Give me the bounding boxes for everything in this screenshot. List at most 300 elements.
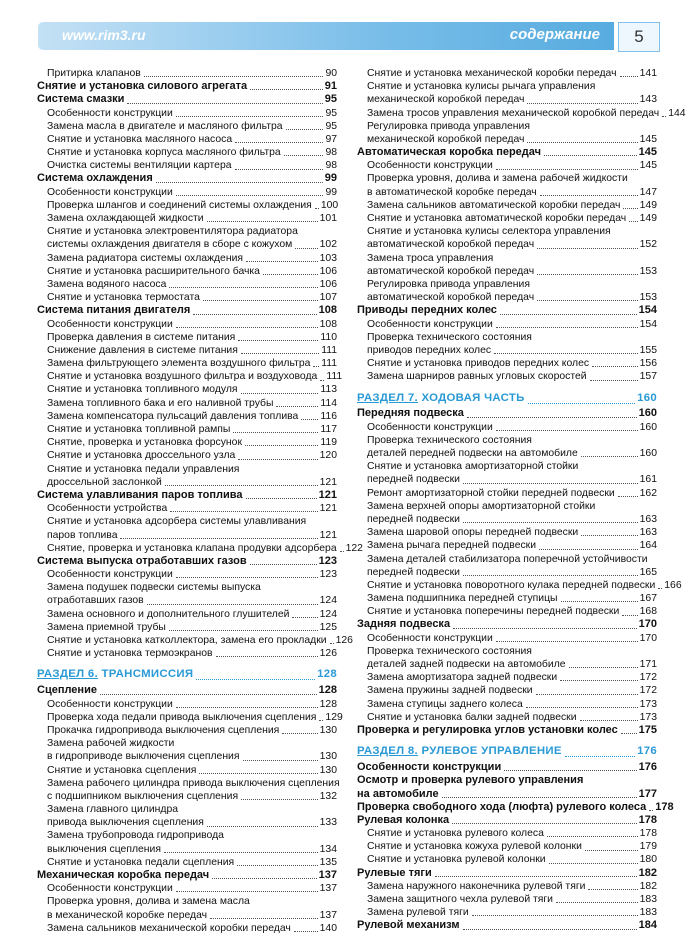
toc-page-number: 97 [325, 133, 337, 145]
toc-entry [37, 698, 337, 711]
toc-page-number: 155 [639, 344, 657, 356]
toc-entry-title: Автоматическая коробка передач [357, 146, 542, 159]
toc-page-number: 168 [639, 606, 657, 618]
dot-leader [295, 248, 317, 249]
toc-section-number: РАЗДЕЛ 7. [357, 391, 419, 404]
toc-entry [37, 423, 337, 436]
toc-entry [37, 621, 337, 634]
toc-chapter-entry [37, 173, 337, 186]
toc-entry-title: Приводы передних колес [357, 304, 497, 317]
dot-leader [164, 852, 318, 853]
toc-entry-title: Снятие и установка амортизаторной стойки [367, 461, 579, 473]
toc-page-number: 106 [319, 278, 337, 290]
toc-page-number: 171 [639, 659, 657, 671]
toc-entry-title: механической коробкой передач [367, 133, 525, 145]
toc-page-number: 137 [319, 909, 337, 921]
toc-entry-title: Замена подшипника передней ступицы [367, 593, 558, 605]
dot-leader [527, 103, 637, 104]
dot-leader [144, 76, 324, 77]
toc-entry-title: Замена трубопровода гидропривода [47, 830, 224, 842]
toc-entry-title: Рулевые тяги [357, 866, 432, 879]
dot-leader [241, 393, 319, 394]
toc-entry [37, 278, 337, 291]
dot-leader [528, 403, 635, 404]
toc-entry [357, 553, 657, 566]
dot-leader [147, 604, 318, 605]
toc-entry [37, 608, 337, 621]
dot-leader [276, 406, 318, 407]
dot-leader [580, 720, 638, 721]
toc-entry [37, 529, 337, 542]
dot-leader [442, 797, 637, 798]
toc-chapter-entry [37, 869, 337, 882]
toc-entry [357, 500, 657, 513]
toc-entry-title: Снятие и установка механической коробки передач [367, 67, 617, 79]
toc-entry-title: Проверка хода педали привода выключения сцепления [47, 711, 317, 723]
toc-entry-title: выключения сцепления [47, 843, 161, 855]
site-url[interactable]: www.rim3.ru [62, 27, 146, 43]
dot-leader [263, 274, 318, 275]
dot-leader [237, 865, 317, 866]
toc-entry-title: Проверка технического состояния [367, 645, 532, 657]
toc-entry-title: Замена защитного чехла рулевой тяги [367, 894, 553, 906]
dot-leader [294, 931, 318, 932]
toc-entry-title: Регулировка привода управления [367, 278, 530, 290]
toc-entry-title: Снятие и установка дроссельного узла [47, 450, 236, 462]
toc-entry [37, 384, 337, 397]
toc-entry [37, 895, 337, 908]
toc-entry [357, 238, 657, 251]
dot-leader [537, 274, 638, 275]
toc-page-number: 110 [320, 331, 337, 343]
toc-entry [37, 830, 337, 843]
dot-leader [235, 169, 324, 170]
dot-leader [193, 314, 316, 315]
toc-entry-title: Проверка технического состояния [367, 331, 532, 343]
toc-chapter-entry [37, 555, 337, 568]
toc-entry-title: Система питания двигателя [37, 304, 191, 317]
toc-entry [37, 252, 337, 265]
dot-leader [435, 876, 637, 877]
toc-entry-title: Замена топливного бака и его наливной трубы [47, 397, 274, 409]
dot-leader [284, 155, 324, 156]
toc-entry [357, 592, 657, 605]
toc-entry [357, 658, 657, 671]
toc-entry [357, 252, 657, 265]
toc-entry [37, 542, 363, 555]
toc-entry-title: Снятие и установка рулевой колонки [367, 854, 546, 866]
toc-page-number: 179 [639, 841, 657, 853]
dot-leader [292, 617, 317, 618]
toc-page-number: 120 [319, 450, 337, 462]
toc-page-number: 121 [319, 476, 337, 488]
dot-leader [463, 575, 638, 576]
dot-leader [588, 889, 637, 890]
toc-page-number: 162 [639, 487, 657, 499]
toc-section-heading [357, 390, 657, 407]
toc-page-number: 173 [639, 698, 657, 710]
toc-entry-title: Особенности конструкции [47, 186, 173, 198]
toc-entry [357, 434, 657, 447]
dot-leader [330, 643, 334, 644]
dot-leader [494, 353, 638, 354]
toc-entry [357, 447, 657, 460]
toc-entry-title: ХОДОВАЯ ЧАСТЬ [421, 391, 525, 404]
toc-page-number: 122 [345, 542, 363, 554]
toc-entry-title: Снятие и установка термоэкранов [47, 648, 213, 660]
toc-entry-title: Снятие и установка педали управления [47, 463, 240, 475]
toc-entry [37, 120, 337, 133]
toc-entry [357, 265, 657, 278]
toc-entry-title: Замена деталей стабилизатора поперечной устойчивости [367, 553, 648, 565]
toc-chapter-entry [357, 788, 657, 801]
toc-entry [37, 803, 337, 816]
toc-entry [37, 581, 337, 594]
toc-page-number: 130 [319, 751, 337, 763]
toc-entry [357, 880, 657, 893]
toc-page-number: 124 [319, 608, 337, 620]
toc-entry [357, 80, 657, 93]
toc-page-number: 153 [639, 265, 657, 277]
toc-entry-title: Замена ступицы заднего колеса [367, 698, 523, 710]
dot-leader [120, 538, 317, 539]
toc-entry [357, 120, 657, 133]
toc-entry [37, 436, 337, 449]
dot-leader [540, 195, 638, 196]
dot-leader [169, 630, 318, 631]
toc-entry [357, 854, 657, 867]
toc-page-number: 102 [319, 239, 337, 251]
toc-right-column [357, 67, 686, 933]
toc-entry [357, 526, 657, 539]
toc-page-number: 178 [639, 828, 657, 840]
toc-page-number: 175 [638, 723, 657, 736]
toc-page-number: 107 [319, 292, 337, 304]
toc-page-number: 121 [319, 529, 337, 541]
toc-entry [37, 790, 337, 803]
toc-entry-title: деталей передней подвески на автомобиле [367, 448, 578, 460]
toc-entry [357, 421, 657, 434]
toc-entry-title: Задняя подвеска [357, 618, 451, 631]
toc-entry [37, 568, 337, 581]
toc-entry-title: Снятие и установка кулисы рычага управления [367, 81, 596, 93]
toc-entry [37, 357, 337, 370]
toc-entry-title: ТРАНСМИССИЯ [101, 668, 194, 681]
dot-leader [649, 810, 653, 811]
toc-page-number: 130 [319, 724, 337, 736]
toc-entry [357, 291, 657, 304]
toc-page-number: 153 [639, 292, 657, 304]
toc-entry [37, 318, 337, 331]
toc-entry-title: с подшипником выключения сцепления [47, 790, 239, 802]
toc-entry-title: Замена приемной трубы [47, 621, 166, 633]
toc-entry [37, 515, 337, 528]
toc-page-number: 111 [321, 344, 337, 356]
toc-entry-title: Замена фильтрующего элемента воздушного фильтра [47, 358, 311, 370]
toc-entry-title: Снятие и установка кожуха рулевой колонки [367, 841, 582, 853]
toc-entry [37, 265, 337, 278]
dot-leader [618, 496, 638, 497]
dot-leader [199, 773, 317, 774]
toc-entry [37, 634, 353, 647]
toc-chapter-entry [37, 489, 337, 502]
toc-page-number: 128 [317, 668, 337, 681]
dot-leader [621, 733, 637, 734]
dot-leader [496, 430, 638, 431]
dot-leader [452, 823, 637, 824]
toc-entry [37, 816, 337, 829]
toc-entry-title: Замена компенсатора пульсаций давления топлива [47, 410, 299, 422]
toc-entry [37, 764, 337, 777]
toc-entry-title: Замена шарниров равных угловых скоростей [367, 371, 587, 383]
toc-entry [37, 370, 343, 383]
toc-entry-title: Замена водяного насоса [47, 278, 167, 290]
toc-entry-title: Особенности конструкции [367, 318, 493, 330]
toc-entry-title: Снятие и установка рулевого колеса [367, 828, 544, 840]
toc-page-number: 128 [319, 698, 337, 710]
toc-entry [357, 318, 657, 331]
toc-page-number: 161 [639, 474, 657, 486]
toc-chapter-entry [357, 919, 657, 932]
toc-entry [37, 133, 337, 146]
toc-entry [357, 107, 686, 120]
toc-entry-title: Притирка клапанов [47, 67, 141, 79]
toc-entry-title: Особенности конструкции [47, 569, 173, 581]
dot-leader [282, 733, 317, 734]
toc-entry [357, 906, 657, 919]
toc-page-number: 170 [638, 618, 657, 631]
dot-leader [623, 208, 637, 209]
toc-page-number: 137 [319, 883, 337, 895]
dot-leader [176, 707, 318, 708]
dot-leader [620, 76, 638, 77]
dot-leader [250, 89, 323, 90]
dot-leader [210, 918, 318, 919]
dot-leader [500, 314, 637, 315]
toc-page-number: 164 [639, 540, 657, 552]
toc-entry-title: Передняя подвеска [357, 407, 464, 420]
toc-chapter-entry [357, 814, 657, 827]
dot-leader [176, 577, 318, 578]
dot-leader [658, 588, 662, 589]
toc-entry-title: Замена рабочего цилиндра привода выключения сцепления [47, 777, 340, 789]
toc-entry [37, 750, 337, 763]
toc-chapter-entry [357, 800, 674, 814]
toc-page-number: 101 [319, 213, 337, 225]
toc-page-number: 126 [335, 635, 353, 647]
toc-entry-title: Снятие, проверка и установка форсунок [47, 437, 242, 449]
dot-leader [170, 511, 317, 512]
toc-page-number: 91 [324, 80, 337, 93]
toc-entry-title: передней подвески [367, 566, 460, 578]
toc-entry-title: Замена амортизатора задней подвески [367, 672, 558, 684]
toc-entry-title: РУЛЕВОЕ УПРАВЛЕНИЕ [421, 745, 562, 758]
toc-entry [357, 186, 657, 199]
toc-entry-title: Осмотр и проверка рулевого управления [357, 774, 584, 787]
dot-leader [156, 182, 323, 183]
toc-entry-title: приводов передних колес [367, 344, 492, 356]
toc-entry [357, 370, 657, 383]
toc-entry [37, 922, 337, 935]
toc-page-number: 182 [638, 866, 657, 879]
toc-entry [357, 199, 657, 212]
toc-entry-title: Снятие и установка поперечины передней подвески [367, 606, 620, 618]
toc-entry-title: Особенности конструкции [367, 160, 493, 172]
dot-leader [176, 195, 324, 196]
toc-page-number: 90 [325, 67, 337, 79]
toc-entry [37, 107, 337, 120]
toc-entry-title: Замена подушек подвески системы выпуска [47, 582, 261, 594]
dot-leader [463, 483, 638, 484]
toc-page-number: 157 [639, 371, 657, 383]
toc-page-number: 160 [637, 391, 657, 404]
toc-entry-title: Замена масла в двигателе и масляного фильтра [47, 120, 283, 132]
toc-entry-title: в автоматической коробке передач [367, 186, 537, 198]
dot-leader [581, 535, 637, 536]
toc-entry [357, 331, 657, 344]
toc-entry-title: Снятие и установка топливной рампы [47, 424, 231, 436]
toc-entry-title: Регулировка привода управления [367, 120, 530, 132]
toc-page-number: 178 [655, 800, 674, 813]
toc-entry-title: Система улавливания паров топлива [37, 488, 243, 501]
toc-chapter-entry [357, 774, 657, 787]
header-bar [38, 22, 614, 50]
toc-page-number: 125 [319, 621, 337, 633]
toc-page-number: 111 [321, 358, 337, 370]
toc-entry-title: Замена рычага передней подвески [367, 540, 537, 552]
toc-page-number: 166 [664, 579, 682, 591]
toc-chapter-entry [37, 684, 337, 697]
toc-entry-title: Замена главного цилиндра [47, 804, 179, 816]
toc-page-number: 121 [318, 488, 337, 501]
toc-left-column [37, 67, 363, 935]
toc-page-number: 152 [639, 239, 657, 251]
toc-page-number: 167 [639, 593, 657, 605]
toc-entry [37, 843, 337, 856]
toc-page-number: 116 [320, 410, 337, 422]
toc-page-number: 163 [639, 527, 657, 539]
toc-entry-title: Снятие, проверка и установка клапана продувки адсорбера [47, 542, 337, 554]
toc-chapter-entry [357, 304, 657, 317]
toc-entry-title: Особенности устройства [47, 503, 168, 515]
dot-leader [196, 679, 315, 680]
dot-leader [241, 353, 319, 354]
dot-leader [527, 142, 637, 143]
toc-entry [357, 159, 657, 172]
toc-entry-title: Снятие и установка масляного насоса [47, 133, 233, 145]
toc-entry-title: отработавших газов [47, 595, 144, 607]
toc-page-number: 183 [639, 894, 657, 906]
toc-page-number: 132 [319, 790, 337, 802]
toc-entry-title: Замена тросов управления механической коробкой передач [367, 107, 660, 119]
toc-entry [37, 856, 337, 869]
toc-page-number: 173 [639, 711, 657, 723]
toc-chapter-entry [357, 619, 657, 632]
toc-entry [37, 737, 337, 750]
toc-entry [357, 460, 657, 473]
toc-entry [37, 212, 337, 225]
toc-entry [37, 344, 337, 357]
dot-leader [549, 863, 638, 864]
toc-entry [37, 238, 337, 251]
toc-chapter-entry [37, 93, 337, 106]
toc-entry [37, 502, 337, 515]
toc-page-number: 145 [639, 160, 657, 172]
toc-page-number: 176 [637, 745, 657, 758]
toc-entry-title: Особенности конструкции [367, 632, 493, 644]
toc-page-number: 154 [638, 304, 657, 317]
toc-page-number: 121 [319, 503, 337, 515]
toc-chapter-entry [357, 724, 657, 737]
toc-page-number: 117 [320, 424, 337, 436]
toc-entry [357, 711, 657, 724]
dot-leader [504, 770, 636, 771]
toc-entry-title: Система охлаждения [37, 172, 153, 185]
toc-page-number: 103 [319, 252, 337, 264]
toc-entry [357, 473, 657, 486]
toc-page-number: 111 [326, 371, 343, 383]
toc-entry-title: Снятие и установка катколлектора, замена его прокладки [47, 635, 327, 647]
toc-entry [37, 291, 337, 304]
toc-entry-title: Проверка давления в системе питания [47, 331, 236, 343]
toc-entry-title: Система выпуска отработавших газов [37, 554, 247, 567]
toc-entry [357, 357, 657, 370]
toc-entry-title: Ремонт амортизаторной стойки передней подвески [367, 487, 615, 499]
toc-entry [357, 225, 657, 238]
toc-entry-title: передней подвески [367, 474, 460, 486]
toc-entry-title: Замена рабочей жидкости [47, 738, 175, 750]
toc-entry-title: Снятие и установка поворотного кулака передней подвески [367, 579, 656, 591]
toc-chapter-entry [357, 867, 657, 880]
toc-page-number: 145 [638, 146, 657, 159]
toc-entry-title: Снятие и установка приводов передних колес [367, 358, 590, 370]
toc-entry [37, 711, 343, 724]
toc-page-number: 184 [638, 919, 657, 932]
toc-section-heading [37, 666, 337, 683]
toc-entry [357, 645, 657, 658]
toc-entry-title: Снятие и установка автоматической коробки передач [367, 213, 627, 225]
dot-leader [320, 380, 324, 381]
dot-leader [176, 327, 318, 328]
dot-leader [622, 615, 637, 616]
toc-page-number: 165 [639, 566, 657, 578]
toc-entry [357, 684, 657, 697]
page-number: 5 [618, 22, 660, 52]
toc-entry [357, 671, 657, 684]
toc-page-number: 123 [318, 554, 337, 567]
dot-leader [176, 891, 318, 892]
toc-entry [37, 647, 337, 660]
toc-page-number: 172 [639, 685, 657, 697]
toc-page-number: 114 [320, 397, 337, 409]
toc-entry-title: автоматической коробкой передач [367, 292, 535, 304]
dot-leader [235, 142, 323, 143]
toc-page-number: 154 [639, 318, 657, 330]
dot-leader [472, 915, 638, 916]
dot-leader [207, 221, 318, 222]
dot-leader [590, 380, 638, 381]
dot-leader [176, 116, 324, 117]
dot-leader [467, 417, 637, 418]
dot-leader [629, 221, 637, 222]
dot-leader [245, 445, 318, 446]
toc-page-number: 149 [639, 213, 657, 225]
dot-leader [340, 551, 344, 552]
toc-page-number: 141 [639, 67, 657, 79]
toc-entry [37, 476, 337, 489]
toc-page-number: 108 [318, 304, 337, 317]
dot-leader [569, 667, 638, 668]
